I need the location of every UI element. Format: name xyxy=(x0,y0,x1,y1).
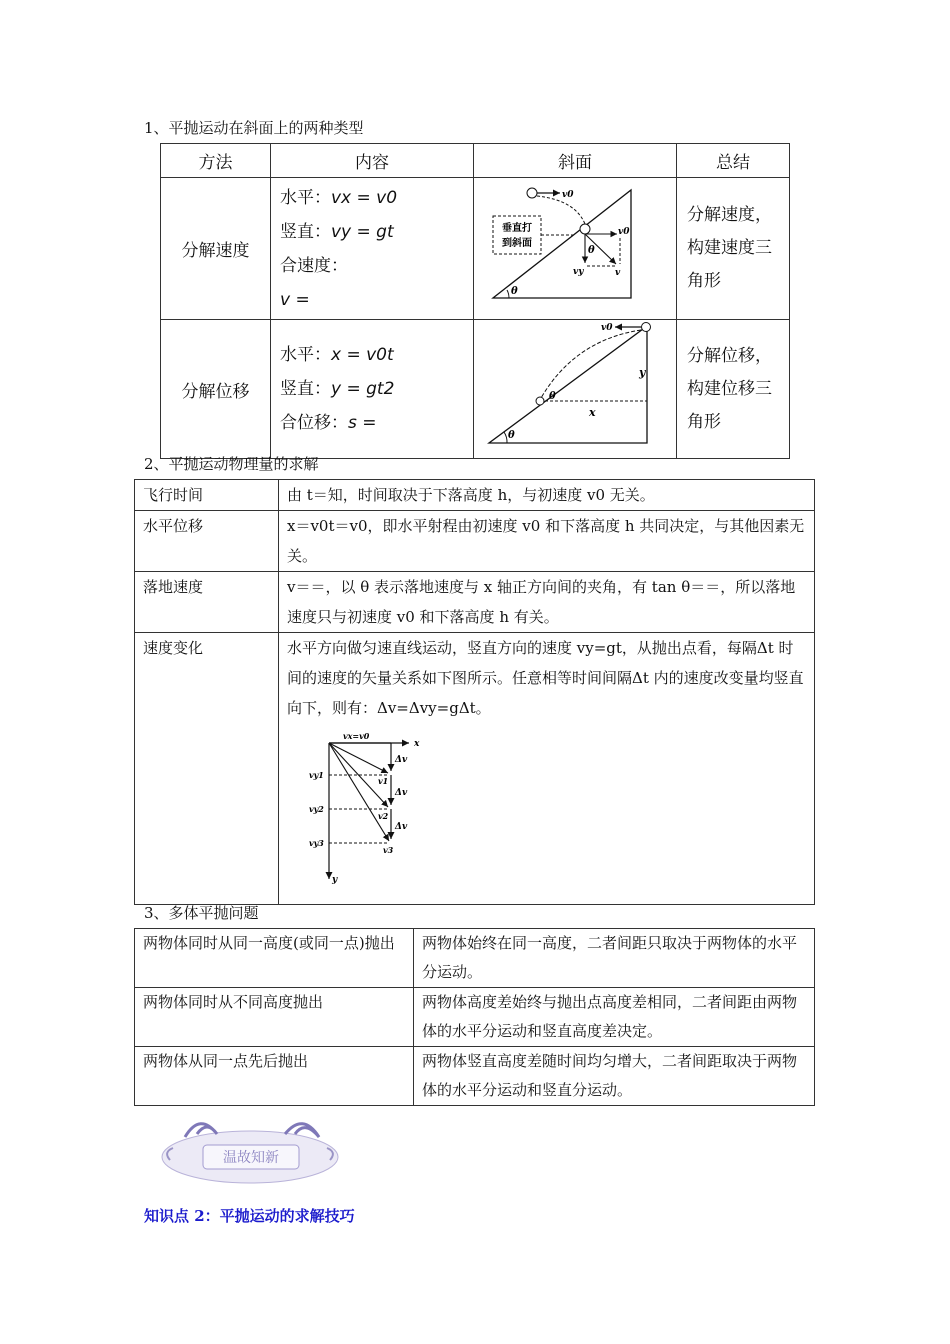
label-dv-1: Δv xyxy=(395,755,408,765)
label-theta-incline: θ xyxy=(508,430,515,441)
content-line: 水平：x = v0t xyxy=(280,345,394,365)
row-text: 由 t＝知，时间取决于下落高度 h，与初速度 v0 无关。 xyxy=(279,480,815,511)
label-y: y xyxy=(332,875,338,885)
label-vy1: vy1 xyxy=(309,770,324,780)
label-dv-3: Δv xyxy=(395,822,408,832)
label-theta-velocity: θ xyxy=(588,245,595,256)
label-x: x xyxy=(589,406,596,419)
content-cell xyxy=(271,320,474,459)
multi-body-table xyxy=(134,928,815,1106)
row-label: 落地速度 xyxy=(135,572,279,633)
row-left: 两物体从同一点先后抛出 xyxy=(135,1047,414,1106)
velocity-change-diagram xyxy=(299,729,429,889)
row-text: v＝＝，以 θ 表示落地速度与 x 轴正方向间的夹角，有 tan θ＝＝，所以落地速度只与初速度 v0 和下落高度 h 有关。 xyxy=(279,572,815,633)
label-vy: vy xyxy=(573,267,584,277)
content-cell xyxy=(271,178,474,320)
row-label: 飞行时间 xyxy=(135,480,279,511)
label-v0-right: v0 xyxy=(618,227,630,237)
table-row xyxy=(135,633,815,905)
content-line: 水平：vx = v0 xyxy=(280,187,398,208)
content-line: 合速度： xyxy=(280,255,348,276)
row-text-with-figure xyxy=(279,633,815,905)
row-left: 两物体同时从同一高度(或同一点)抛出 xyxy=(135,929,414,988)
physical-quantities-table xyxy=(134,479,815,905)
row-text: x＝v0t＝v0，即水平射程由初速度 v0 和下落高度 h 共同决定，与其他因素无关。 xyxy=(279,511,815,572)
table-row xyxy=(135,480,815,511)
label-theta-top: θ xyxy=(549,391,556,402)
table-header-row xyxy=(161,144,790,178)
header-method: 方法 xyxy=(161,144,271,178)
table-row xyxy=(135,929,815,988)
row-right: 两物体竖直高度差随时间均匀增大，二者间距取决于两物体的水平分运动和竖直分运动。 xyxy=(414,1047,815,1106)
label-v0-top: v0 xyxy=(562,190,574,200)
label-vx-v0: vx=v0 xyxy=(343,731,370,741)
content-line: 合位移：s = xyxy=(280,413,377,433)
method-cell: 分解速度 xyxy=(161,178,271,320)
label-v1: v1 xyxy=(378,776,389,786)
incline-types-table xyxy=(160,143,790,459)
table-row xyxy=(161,178,790,320)
summary-line: 分解位移， xyxy=(687,345,772,366)
header-summary: 总结 xyxy=(677,144,790,178)
figure-cell xyxy=(474,320,677,459)
summary-cell xyxy=(677,320,790,459)
section2-heading: 2、平抛运动物理量的求解 xyxy=(144,455,319,473)
table-row xyxy=(135,511,815,572)
header-incline: 斜面 xyxy=(474,144,677,178)
label-x: x xyxy=(414,739,420,749)
velocity-decomposition-diagram xyxy=(475,178,675,314)
label-v: v xyxy=(615,268,621,278)
label-dv-2: Δv xyxy=(395,788,408,798)
review-banner xyxy=(155,1112,345,1188)
content-line: 竖直：vy = gt xyxy=(280,221,394,242)
row-left: 两物体同时从不同高度抛出 xyxy=(135,988,414,1047)
summary-line: 角形 xyxy=(687,271,721,291)
row-right: 两物体高度差始终与抛出点高度差相同，二者间距由两物体的水平分运动和竖直高度差决定。 xyxy=(414,988,815,1047)
row-label: 水平位移 xyxy=(135,511,279,572)
knowledge-point-title: 知识点 2：平抛运动的求解技巧 xyxy=(144,1207,355,1225)
displacement-decomposition-diagram xyxy=(475,320,675,453)
label-y: y xyxy=(639,366,646,379)
row-text: 水平方向做匀速直线运动，竖直方向的速度 vy=gt，从抛出点看，每隔Δt 时间的速度的矢量关系如下图所示。任意相等时间间隔Δt 内的速度改变量均竖直向下，则有：Δv=Δvy=gΔt。 xyxy=(287,639,804,717)
header-content: 内容 xyxy=(271,144,474,178)
label-vy3: vy3 xyxy=(309,838,324,848)
box-line-1: 垂直打 xyxy=(502,223,532,234)
label-v3: v3 xyxy=(383,845,394,855)
label-vy2: vy2 xyxy=(309,804,324,814)
box-line-2: 到斜面 xyxy=(502,238,532,249)
label-v2: v2 xyxy=(378,811,389,821)
figure-cell xyxy=(474,178,677,320)
content-line: v = xyxy=(280,289,310,310)
section3-heading: 3、多体平抛问题 xyxy=(144,904,259,922)
table-row xyxy=(135,572,815,633)
summary-cell xyxy=(677,178,790,320)
summary-line: 角形 xyxy=(687,411,721,432)
row-right: 两物体始终在同一高度，二者间距只取决于两物体的水平分运动。 xyxy=(414,929,815,988)
table-row xyxy=(135,1047,815,1106)
label-theta-incline: θ xyxy=(511,286,518,297)
label-v0: v0 xyxy=(601,323,613,333)
summary-line: 分解速度， xyxy=(687,205,772,225)
section1-heading: 1、平抛运动在斜面上的两种类型 xyxy=(144,119,364,137)
table-row xyxy=(161,320,790,459)
content-line: 竖直：y = gt2 xyxy=(280,379,395,399)
row-label: 速度变化 xyxy=(135,633,279,905)
table-row xyxy=(135,988,815,1047)
banner-text: 温故知新 xyxy=(223,1150,279,1166)
method-cell: 分解位移 xyxy=(161,320,271,459)
summary-line: 构建位移三 xyxy=(687,378,772,399)
summary-line: 构建速度三 xyxy=(687,238,772,258)
